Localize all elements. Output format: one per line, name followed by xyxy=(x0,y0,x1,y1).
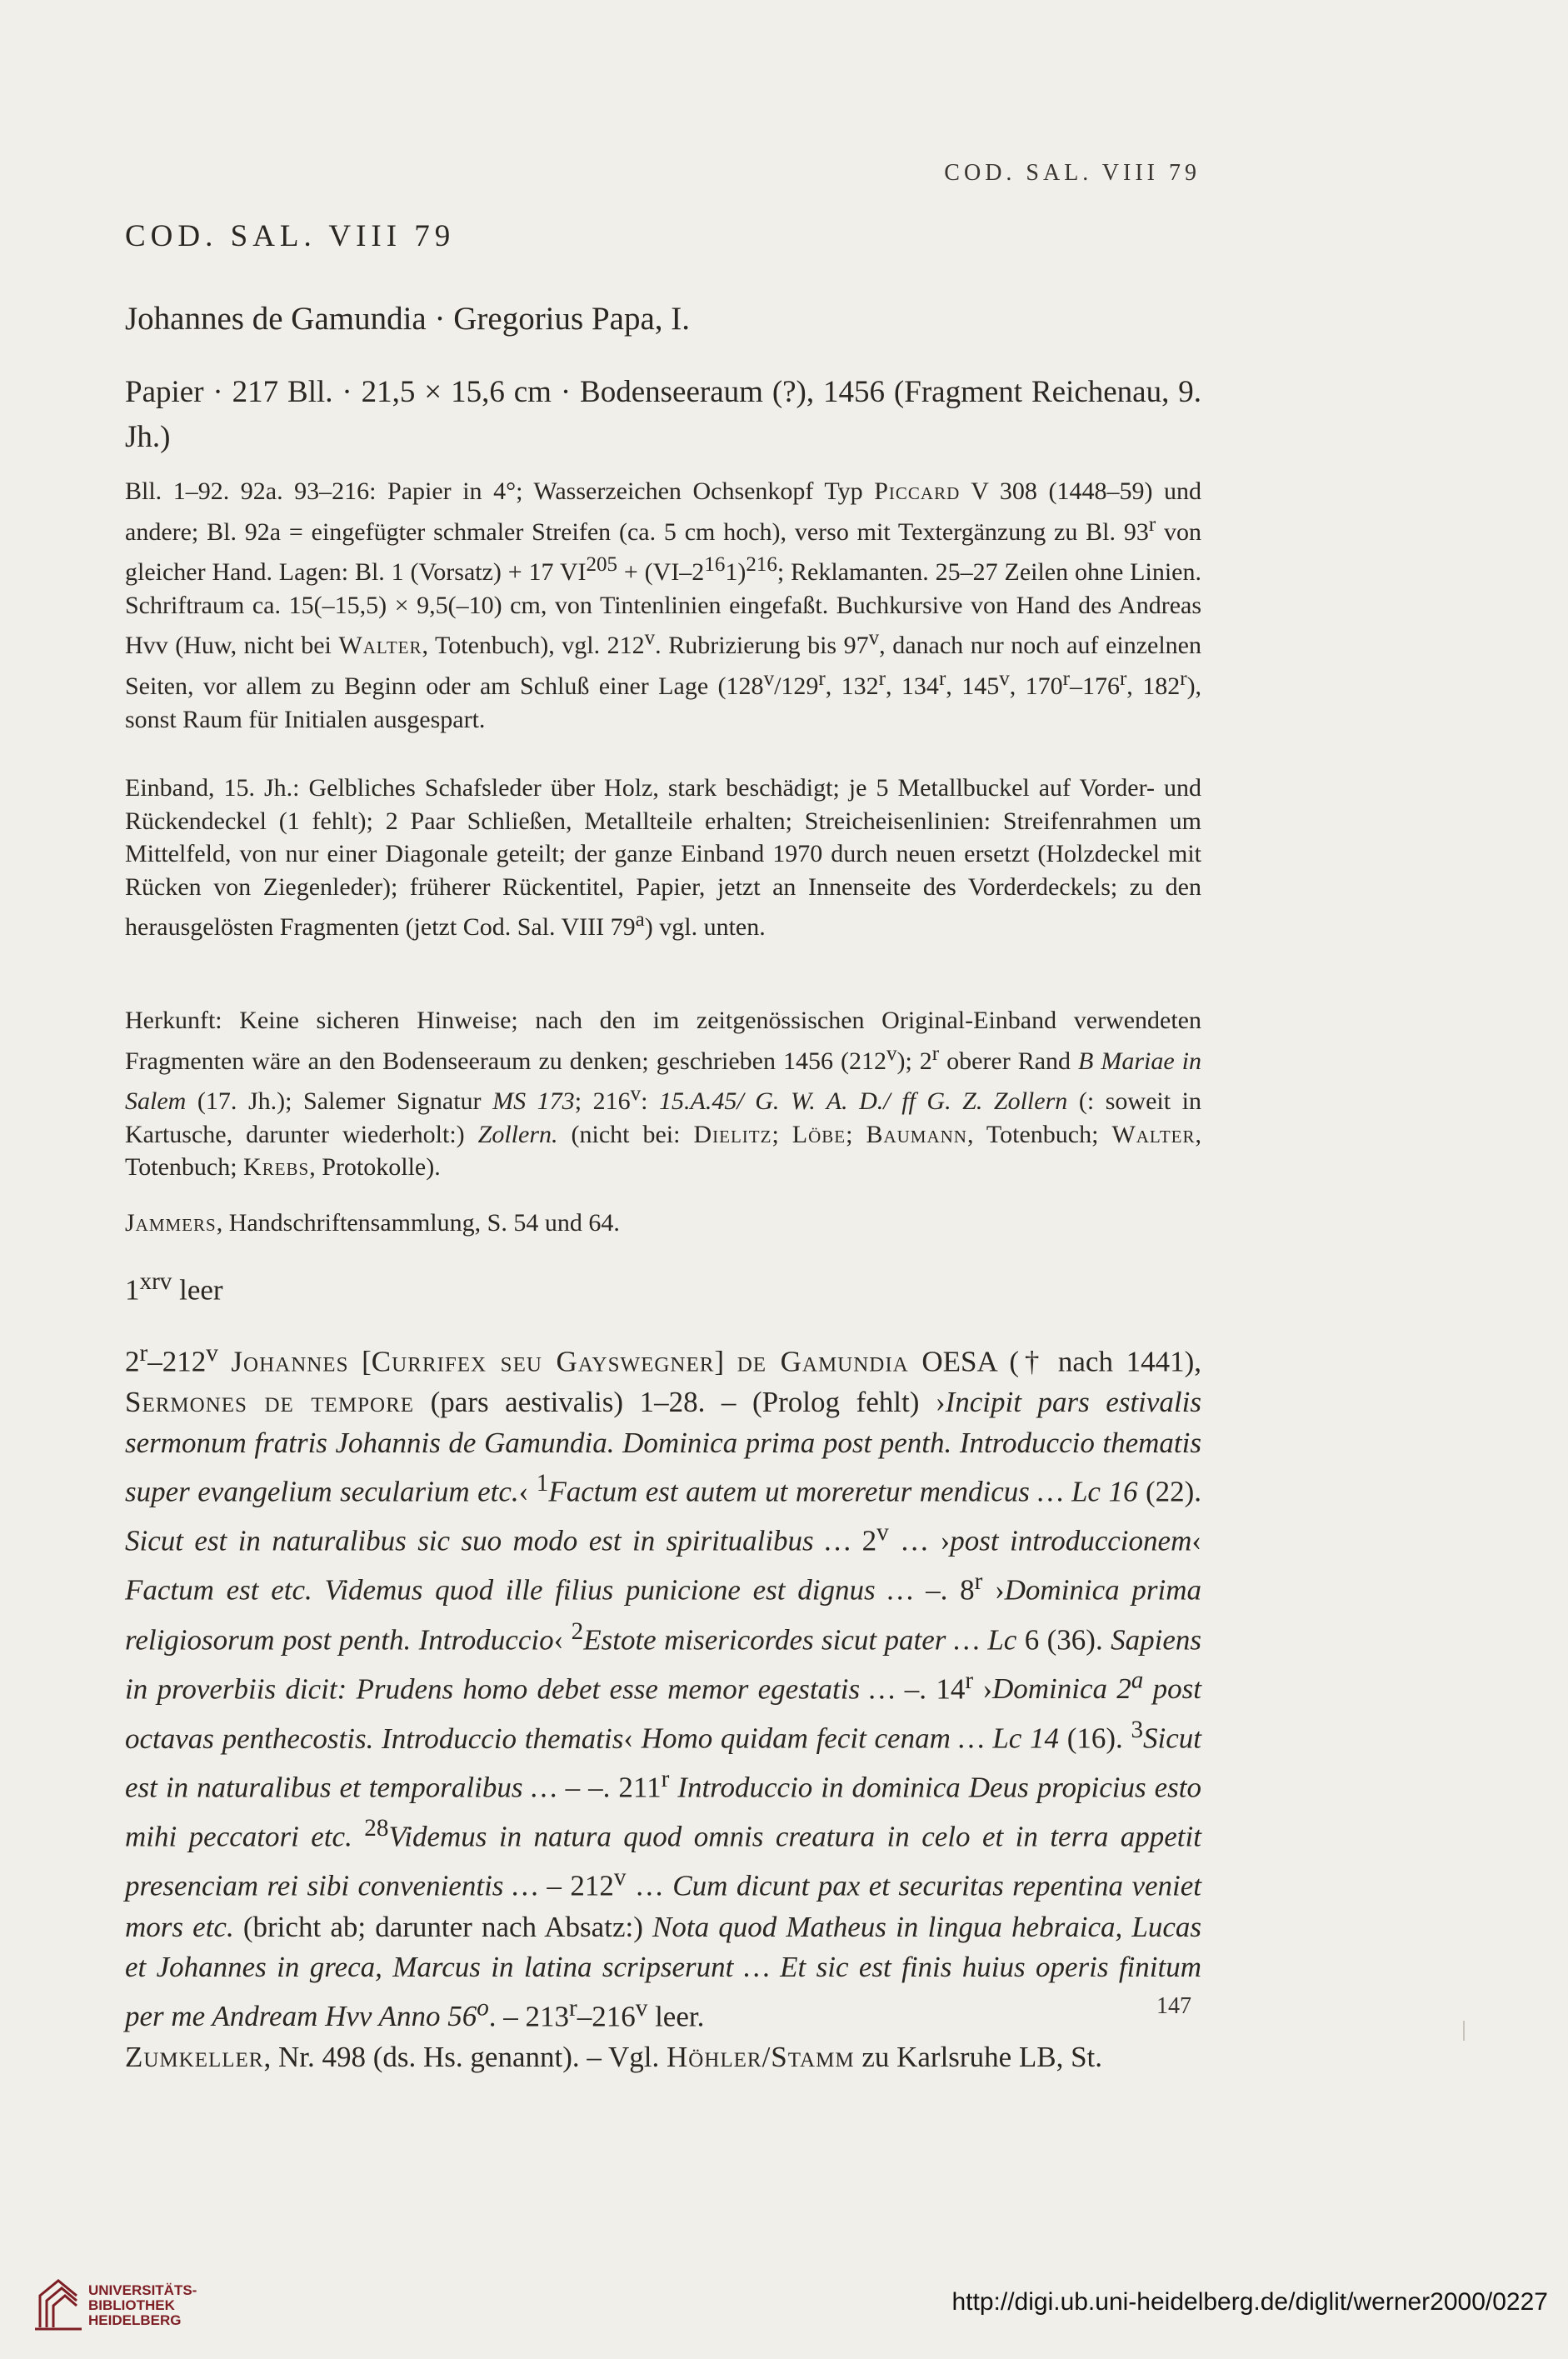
ub-heidelberg-logo-icon xyxy=(33,2277,83,2332)
literature-reference: Jammers, Handschriftensammlung, S. 54 und 64. xyxy=(125,1209,620,1237)
codex-title: COD. SAL. VIII 79 xyxy=(125,219,456,253)
running-head: COD. SAL. VIII 79 xyxy=(944,160,1201,186)
codicological-description: Bll. 1–92. 92a. 93–216: Papier in 4°; Wasserzeichen Ochsenkopf Typ Piccard V 308 (1448–59) und andere; Bl. 92a = eingefügter schmaler Streifen (ca. 5 cm hoch), verso mit Textergänzung zu Bl. 93$^r$ von gleicher Hand. Lagen: Bl. 1 (Vorsatz) + 17 $VI^{205} + (VI-2^{16}1)^{216}$; Reklamanten. 25–27 Zeilen ohne Linien. Schriftraum ca. 15(–15,5) × 9,5(–10) cm, von Tintenlinien eingefaßt. Buchkursive von Hand des Andreas Hvv (Huw, nicht bei Walter, Totenbuch), vgl. 212$^v$. Rubrizierung bis 97$^v$, danach nur noch auf einzelnen Seiten, vor allem zu Beginn oder am Schluß einer Lage (128$^v$/129$^r$, 132$^r$, 134$^r$, 145$^v$, 170$^r$–176$^r$, 182$^r$), sonst Raum für Initialen ausgespart. xyxy=(125,477,1202,733)
folio-1-note: $1^{xrv}$ leer xyxy=(125,1268,223,1307)
page-number: 147 xyxy=(1156,1993,1191,2019)
institution-line: HEIDELBERG xyxy=(88,2312,182,2328)
institution-name xyxy=(88,2283,197,2328)
physical-description: Papier · 217 Bll. · 21,5 × 15,6 cm · Bodenseeraum (?), 1456 (Fragment Reichenau, 9. Jh.) xyxy=(125,375,1201,454)
contents-entry: 2$^r$–212$^v$ Johannes [Currifex seu Gayswegner] de Gamundia OESA († nach 1441), Sermones de tempore (pars aestivalis) 1–28. – (Prolog fehlt) ›Incipit pars estivalis sermonum fratris Johannis de Gamundia. Dominica prima post penth. Introduccio thematis super evangelium secularium etc.‹ $^1$Factum est autem ut moreretur mendicus … Lc 16 (22). Sicut est in naturalibus sic suo modo est in spiritualibus … 2$^v$ … ›post introduccionem‹ Factum est etc. Videmus quod ille filius punicione est dignus … –. 8$^r$ ›Dominica prima religiosorum post penth. Introduccio‹ $^2$Estote misericordes sicut pater … Lc 6 (36). Sapiens in proverbiis dicit: Prudens homo debet esse memor egestatis … –. 14$^r$ ›Dominica 2$^a$ post octavas penthecostis. Introduccio thematis‹ Homo quidam fecit cenam … Lc 14 (16). $^3$Sicut est in naturalibus et temporalibus … – –. 211$^r$ Introduccio in dominica Deus propicius esto mihi peccatori etc. $^{28}$Videmus in natura quod omnis creatura in celo et in terra appetit presenciam rei sibi convenientis … – 212$^v$ … Cum dicunt pax et securitas repentina veniet mors etc. (bricht ab; darunter nach Absatz:) Nota quod Matheus in lingua hebraica, Lucas et Johannes in greca, Marcus in latina scripserunt … Et sic est finis huius operis finitum per me Andream Hvv Anno 56$^o$. – 213$^r$–216$^v$ leer. Zumkeller, Nr. 498 (ds. Hs. genannt). – Vgl. Höhler/Stamm zu Karlsruhe LB, St. xyxy=(125,1340,1202,2073)
permalink-url[interactable]: http://digi.ub.uni-heidelberg.de/diglit/werner2000/0227 xyxy=(951,2288,1548,2316)
work-title: Johannes de Gamundia · Gregorius Papa, I. xyxy=(125,301,690,337)
margin-mark xyxy=(1463,2021,1465,2041)
provenance-description: Herkunft: Keine sicheren Hinweise; nach den im zeitgenössischen Original-Einband verwendeten Fragmenten wäre an den Bodenseeraum zu denken; geschrieben 1456 (212$^v$); 2$^r$ oberer Rand B Mariae in Salem (17. Jh.); Salemer Signatur MS 173; 216$^v$: 15.A.45/ G. W. A. D./ ff G. Z. Zollern (: soweit in Kartusche, darunter wiederholt:) Zollern. (nicht bei: Dielitz; Löbe; Baumann, Totenbuch; Walter, Totenbuch; Krebs, Protokolle). xyxy=(125,1007,1202,1182)
institution-line: BIBLIOTHEK xyxy=(88,2297,175,2313)
binding-description: Einband, 15. Jh.: Gelbliches Schafsleder über Holz, stark beschädigt; je 5 Metallbuckel auf Vorder- und Rückendeckel (1 fehlt); 2 Paar Schließen, Metallteile erhalten; Streicheisenlinien: Streifenrahmen um Mittelfeld, von nur einer Diagonale geteilt; der ganze Einband 1970 durch neuen ersetzt (Holzdeckel mit Rücken von Ziegenleder); früherer Rückentitel, Papier, jetzt an Innenseite des Vorderdeckels; zu den herausgelösten Fragmenten (jetzt Cod. Sal. VIII 79$^a$) vgl. unten. xyxy=(125,774,1201,942)
institution-line: UNIVERSITÄTS- xyxy=(88,2282,197,2298)
